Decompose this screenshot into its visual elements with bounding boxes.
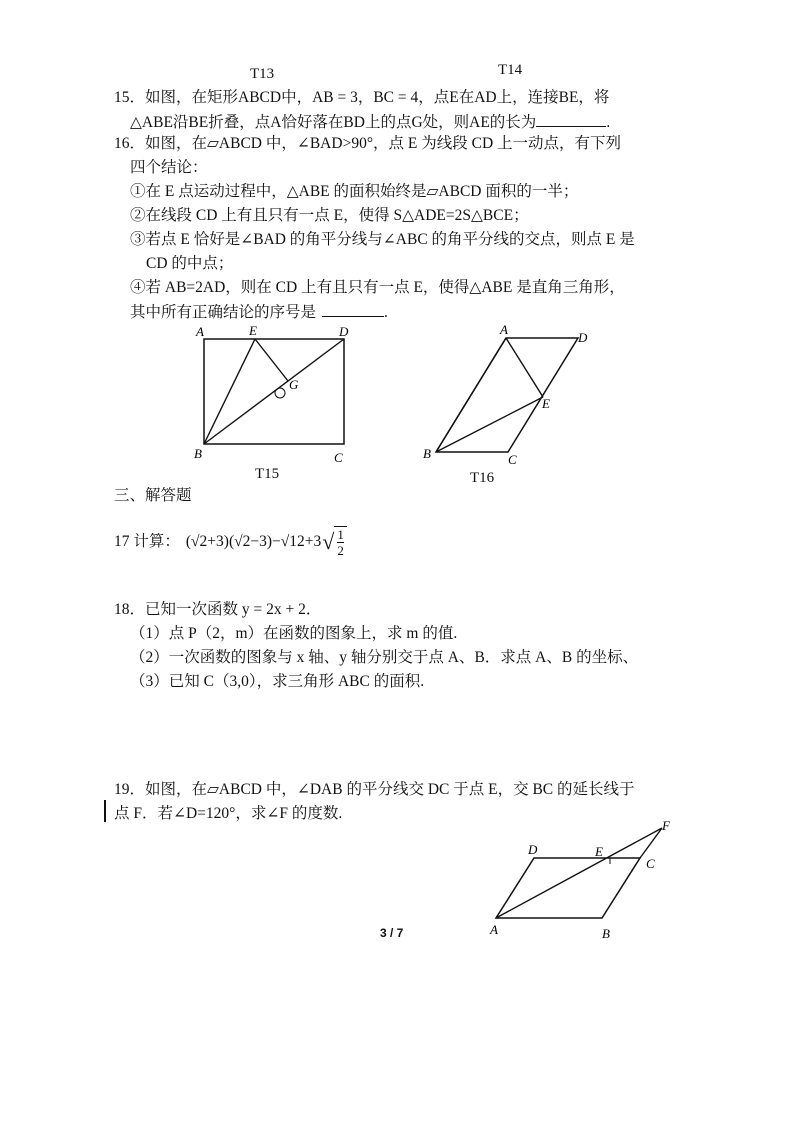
q17-radical-sign: √ — [322, 529, 335, 554]
q18-part-2: （2）一次函数的图象与 x 轴、y 轴分别交于点 A、B．求点 A、B 的坐标、 — [130, 649, 639, 666]
t16-label-c: C — [508, 452, 517, 464]
q16-conclusion-3b: CD 的中点； — [146, 255, 234, 272]
q17-prefix: 17 计算： — [114, 533, 180, 550]
q15-end: . — [606, 114, 611, 131]
q16-ask-text: 其中所有正确结论的序号是 — [130, 304, 317, 321]
q19-label-b: B — [602, 926, 610, 941]
section-3-heading: 三、解答题 — [114, 487, 192, 504]
t15-diagonal-bd — [204, 339, 344, 444]
caption-t14: T14 — [498, 62, 523, 78]
q19-label-e: E — [595, 844, 603, 859]
t15-label-b: B — [194, 446, 202, 461]
q16-conclusion-4: ④若 AB=2AD，则在 CD 上有且只有一点 E，使得△ABE 是直角三角形， — [130, 279, 625, 296]
q19-line1: 19．如图，在▱ABCD 中，∠DAB 的平分线交 DC 于点 E，交 BC 的延长线于 — [114, 781, 635, 798]
t15-label-e: E — [249, 323, 257, 338]
caption-t13: T13 — [250, 66, 275, 82]
t16-parallelogram — [436, 338, 578, 452]
q19-label-d: D — [528, 842, 538, 857]
t15-segment-eg — [255, 339, 288, 381]
t15-label-d: D — [339, 324, 349, 339]
q16-conclusion-2: ②在线段 CD 上有且只有一点 E，使得 S△ADE=2S△BCE； — [130, 207, 529, 224]
figure-t15 — [190, 322, 360, 462]
q16-line1: 16．如图，在▱ABCD 中，∠BAD>90°，点 E 为线段 CD 上一动点，有下列 — [114, 135, 622, 152]
q17 — [114, 526, 347, 558]
q19-line2: 点 F．若∠D=120°，求∠F 的度数. — [114, 805, 343, 822]
q17-expression: (√2+3)(√2−3)−√12+3 — [185, 533, 322, 550]
caption-t16: T16 — [470, 470, 495, 486]
q15-line2-text: △ABE沿BE折叠，点A恰好落在BD上的点G处，则AE的长为 — [130, 114, 537, 131]
t16-label-a: A — [500, 322, 508, 337]
q19-label-f: F — [662, 818, 670, 833]
t16-side-ab — [436, 338, 506, 452]
t16-label-b: B — [423, 446, 431, 461]
q19-bisector-af — [496, 828, 662, 918]
q17-denominator: 2 — [337, 543, 344, 558]
figure-t16 — [418, 322, 598, 464]
q16-answer-blank — [322, 302, 384, 317]
q15-answer-blank — [536, 112, 606, 127]
caption-t15: T15 — [255, 466, 280, 482]
q17-fraction — [334, 526, 347, 558]
margin-mark — [104, 800, 106, 822]
q16-conclusion-3a: ③若点 E 恰好是∠BAD 的角平分线与∠ABC 的角平分线的交点，则点 E 是 — [130, 231, 635, 248]
q16-ask — [130, 302, 388, 323]
q16-end: . — [384, 304, 388, 321]
t16-label-e: E — [542, 396, 550, 411]
q19-label-c: C — [646, 856, 655, 871]
q18-part-3: （3）已知 C（3,0），求三角形 ABC 的面积. — [130, 673, 425, 690]
t16-label-d: D — [578, 330, 588, 345]
q15-line2 — [130, 112, 610, 133]
t15-label-c: C — [334, 450, 343, 462]
t15-label-a: A — [196, 324, 204, 339]
q19-parallelogram — [496, 858, 640, 918]
t15-segment-be — [204, 339, 255, 444]
q18-stem: 18．已知一次函数 y = 2x + 2． — [114, 601, 322, 618]
q19-label-a: A — [490, 922, 498, 937]
page-number: 3 / 7 — [380, 926, 404, 940]
q17-numerator: 1 — [337, 527, 344, 542]
t15-label-g: G — [289, 377, 299, 392]
figure-q19 — [484, 818, 674, 944]
t16-segment-ae — [506, 338, 543, 397]
q16-line2: 四个结论： — [130, 159, 208, 176]
q19-extension-cf — [640, 828, 662, 858]
q15-line1: 15．如图，在矩形ABCD中，AB = 3，BC = 4，点E在AD上，连接BE，将 — [114, 89, 610, 106]
t15-point-mark — [275, 388, 285, 398]
q17-sqrt-fraction — [322, 526, 347, 558]
q16-conclusion-1: ①在 E 点运动过程中，△ABE 的面积始终是▱ABCD 面积的一半； — [130, 183, 579, 200]
q18-part-1: （1）点 P（2，m）在函数的图象上，求 m 的值. — [130, 625, 458, 642]
